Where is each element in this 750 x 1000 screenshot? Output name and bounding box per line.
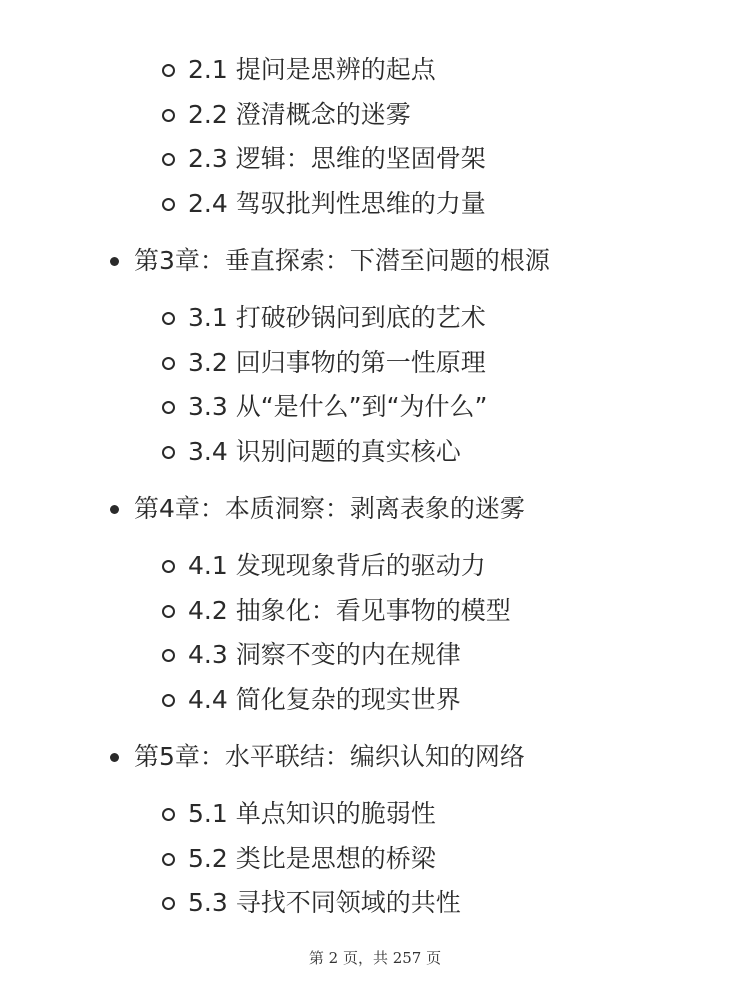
chapter-list-item [0, 735, 750, 779]
chapter-list-item [0, 487, 750, 531]
section-title: 5.2 类比是思想的桥梁 [188, 843, 436, 873]
bullet-circle-icon [162, 312, 175, 325]
bullet-circle-icon [162, 401, 175, 414]
section-title: 2.3 逻辑：思维的坚固骨架 [188, 144, 486, 173]
section-list-item [0, 589, 750, 634]
section-title: 2.4 驾驭批判性思维的力量 [188, 188, 486, 218]
section-title: 2.2 澄清概念的迷雾 [188, 99, 411, 129]
bullet-circle-icon [162, 897, 175, 910]
table-of-contents [0, 48, 750, 926]
section-list-item [0, 182, 750, 227]
bullet-circle-icon [162, 153, 175, 166]
bullet-circle-icon [162, 198, 175, 211]
section-list-item [0, 48, 750, 93]
section-list-item [0, 430, 750, 475]
section-title: 5.3 寻找不同领域的共性 [188, 888, 461, 917]
section-title: 4.3 洞察不变的内在规律 [188, 640, 461, 669]
section-list-item [0, 837, 750, 882]
section-title: 3.4 识别问题的真实核心 [188, 436, 461, 466]
bullet-dot-icon [110, 753, 119, 762]
bullet-circle-icon [162, 649, 175, 662]
section-list-item [0, 792, 750, 837]
section-title: 3.3 从“是什么”到“为什么” [188, 392, 488, 421]
chapter-title: 第3章：垂直探索：下潜至问题的根源 [134, 246, 550, 275]
section-title: 4.2 抽象化：看见事物的模型 [188, 595, 511, 625]
page-number-footer: 第 2 页，共 257 页 [308, 949, 442, 967]
section-list-item [0, 678, 750, 723]
section-title: 2.1 提问是思辨的起点 [188, 55, 436, 84]
section-list-item [0, 385, 750, 430]
bullet-circle-icon [162, 694, 175, 707]
bullet-circle-icon [162, 109, 175, 122]
section-title: 5.1 单点知识的脆弱性 [188, 799, 436, 828]
chapter-title: 第5章：水平联结：编织认知的网络 [134, 742, 525, 771]
bullet-circle-icon [162, 560, 175, 573]
section-list-item [0, 341, 750, 386]
section-title: 3.2 回归事物的第一性原理 [188, 347, 486, 377]
bullet-circle-icon [162, 357, 175, 370]
bullet-circle-icon [162, 605, 175, 618]
bullet-circle-icon [162, 808, 175, 821]
section-title: 4.1 发现现象背后的驱动力 [188, 551, 486, 580]
bullet-circle-icon [162, 446, 175, 459]
section-list-item [0, 881, 750, 926]
chapter-list-item [0, 239, 750, 283]
section-list-item [0, 633, 750, 678]
section-list-item [0, 93, 750, 138]
chapter-title: 第4章：本质洞察：剥离表象的迷雾 [134, 494, 525, 523]
section-list-item [0, 137, 750, 182]
bullet-circle-icon [162, 853, 175, 866]
section-list-item [0, 296, 750, 341]
bullet-dot-icon [110, 257, 119, 266]
bullet-circle-icon [162, 64, 175, 77]
section-title: 3.1 打破砂锅问到底的艺术 [188, 303, 486, 332]
section-title: 4.4 简化复杂的现实世界 [188, 684, 461, 714]
bullet-dot-icon [110, 505, 119, 514]
section-list-item [0, 544, 750, 589]
